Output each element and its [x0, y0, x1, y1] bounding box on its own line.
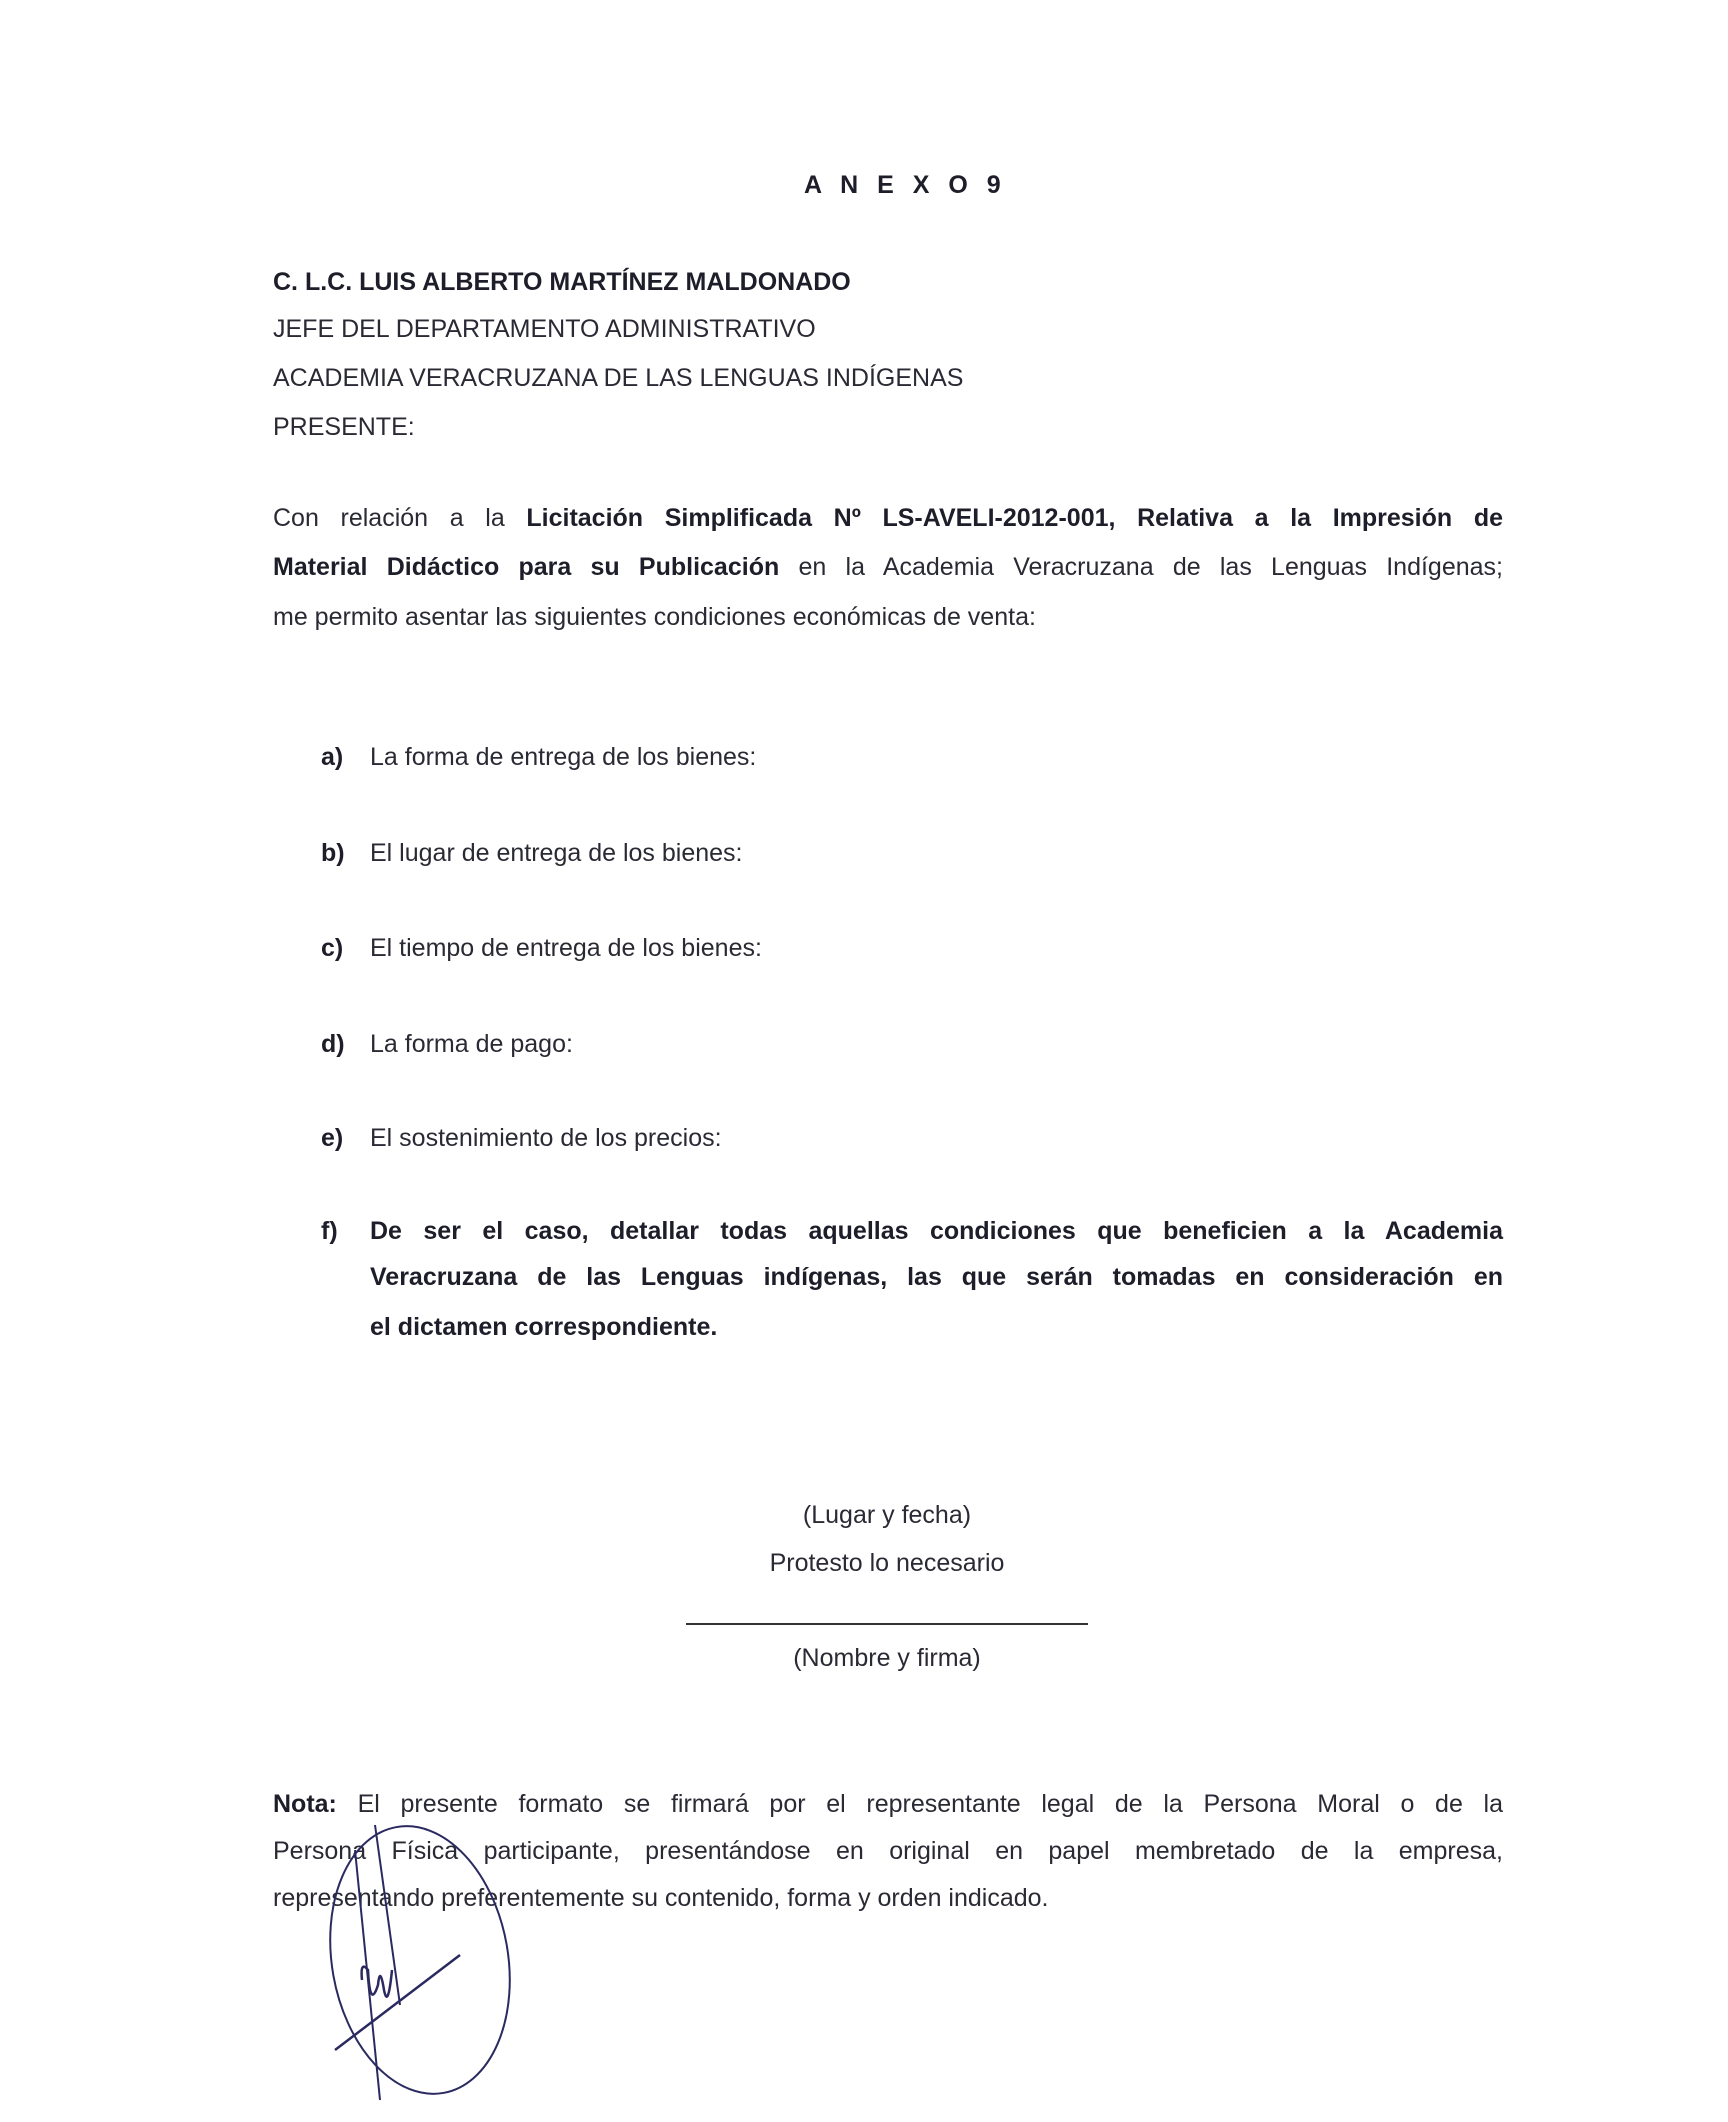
addressee-name: C. L.C. LUIS ALBERTO MARTÍNEZ MALDONADO [273, 268, 851, 296]
document-title: A N E X O 9 [804, 171, 1007, 199]
item-letter: b) [321, 839, 345, 867]
item-text: El sostenimiento de los precios: [370, 1124, 722, 1152]
note-text: El presente formato se firmará por el representante legal de la Persona Moral o de la [336, 1790, 1503, 1818]
note-line-2: Persona Física participante, presentándose en original en papel membretado de la empresa, [273, 1837, 1503, 1865]
intro-line-2 [273, 552, 1503, 582]
item-text: Veracruzana de las Lenguas indígenas, las que serán tomadas en consideración en [370, 1263, 1503, 1291]
signature-line [686, 1623, 1088, 1625]
item-letter: e) [321, 1124, 344, 1152]
item-text: La forma de pago: [370, 1030, 573, 1058]
item-letter: f) [321, 1217, 338, 1245]
handwritten-signature [300, 1810, 560, 2110]
intro-bold: Material Didáctico para su Publicación [273, 553, 780, 581]
addressee-greeting: PRESENTE: [273, 413, 415, 441]
item-text: El tiempo de entrega de los bienes: [370, 934, 762, 962]
item-text: La forma de entrega de los bienes: [370, 743, 757, 771]
addressee-institution: ACADEMIA VERACRUZANA DE LAS LENGUAS INDÍGENAS [273, 364, 964, 392]
note-label: Nota: [273, 1790, 337, 1818]
intro-line-3: me permito asentar las siguientes condiciones económicas de venta: [273, 603, 1036, 631]
protest-text: Protesto lo necesario [769, 1549, 1005, 1577]
item-letter: d) [321, 1030, 345, 1058]
item-text: El lugar de entrega de los bienes: [370, 839, 743, 867]
addressee-position: JEFE DEL DEPARTAMENTO ADMINISTRATIVO [273, 315, 816, 343]
intro-text: Con relación a la [273, 504, 527, 532]
item-letter: c) [321, 934, 344, 962]
note-line-3: representando preferentemente su contenido, forma y orden indicado. [273, 1884, 1049, 1912]
item-text: De ser el caso, detallar todas aquellas condiciones que beneficien a la Academia [370, 1217, 1503, 1245]
item-letter: a) [321, 743, 344, 771]
intro-line-1 [273, 503, 1503, 533]
name-signature: (Nombre y firma) [793, 1644, 981, 1672]
intro-text: en la Academia Veracruzana de las Lenguas Indígenas; [779, 553, 1503, 581]
place-date: (Lugar y fecha) [802, 1501, 972, 1529]
item-text: el dictamen correspondiente. [370, 1313, 718, 1341]
intro-bold: Licitación Simplificada Nº LS-AVELI-2012-001, Relativa a la Impresión de [526, 504, 1503, 532]
